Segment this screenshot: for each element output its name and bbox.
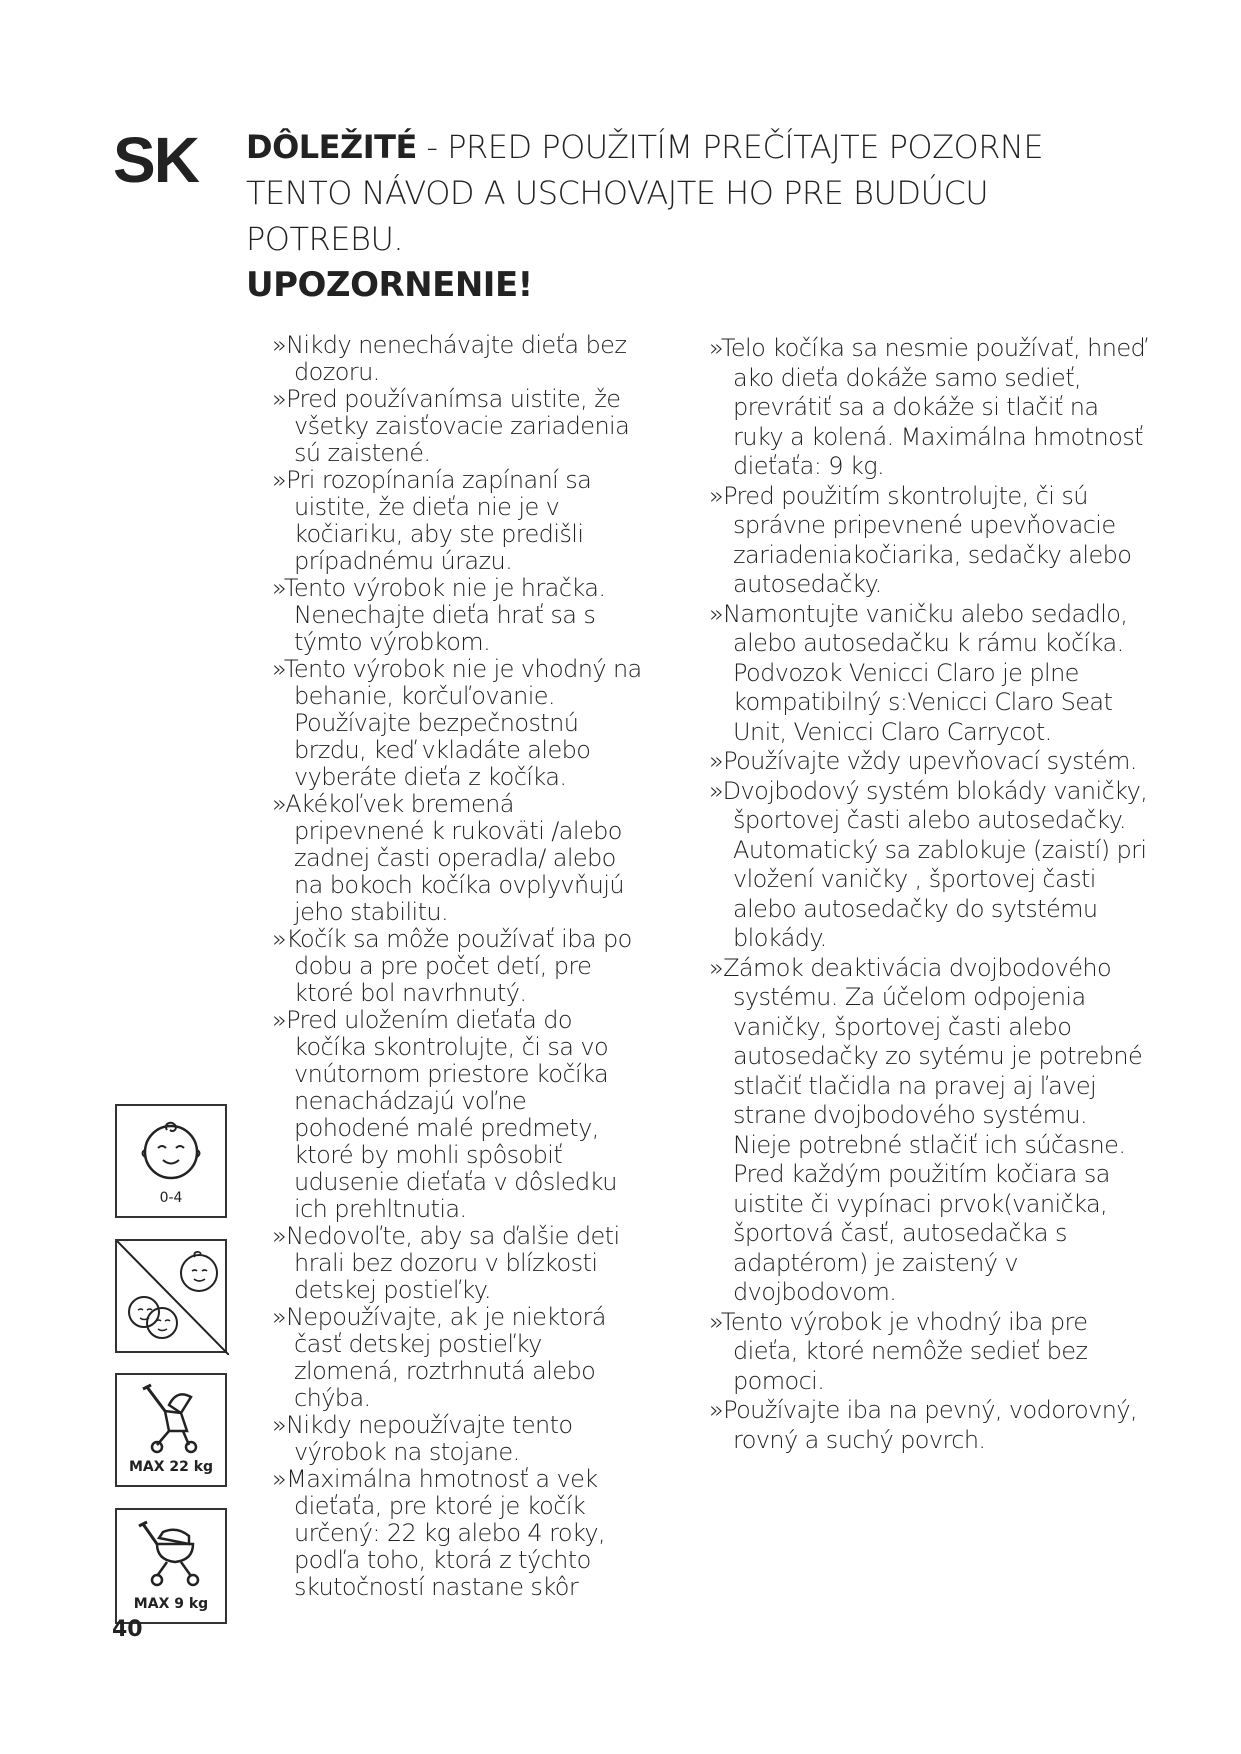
warning-item: »Maximálna hmotnosť a vek dieťaťa, pre ktoré je kočík určený: 22 kg alebo 4 roky, podľa toho, ktorá z týchto skutočností nastane skôr — [272, 1465, 606, 1601]
warning-item: »Pred uložením dieťaťa do kočíka skontrolujte, či sa vo vnútornom priestore kočíka nenachádzajú voľne pohodené malé predmety, ktoré by mohli spôsobiť udusenie dieťaťa v dôsledku ich prehltnutia. — [272, 1006, 617, 1223]
warning-item: »Pri rozopínanía zapínaní sa uistite, že dieťa nie je v kočiariku, aby ste predišli prípadnému úrazu. — [272, 466, 592, 575]
stroller-max-label: MAX 22 kg — [128, 1459, 214, 1475]
warning-item: »Pred použitím skontrolujte, či sú správne pripevnené upevňovacie zariadeniakočiarika, sedačky alebo autosedačky. — [709, 481, 1132, 598]
right-column-warnings — [709, 334, 1149, 1455]
page-heading — [246, 124, 1146, 308]
age-label: 0-4 — [159, 1190, 183, 1206]
warning-item: »Nikdy nenechávajte dieťa bez dozoru. — [272, 331, 627, 386]
heading-instruction: - PRED POUŽITÍM PREČÍTAJTE POZORNE TENTO NÁVOD A USCHOVAJTE HO PRE BUDÚCU POTREBU. — [246, 128, 1044, 258]
page-number: 40 — [112, 1617, 143, 1642]
warning-item: »Tento výrobok nie je hračka. Nenechajte dieťa hrať sa s týmto výrobkom. — [272, 574, 606, 656]
left-column-warnings — [272, 332, 642, 1601]
warning-item: »Nikdy nepoužívajte tento výrobok na stojane. — [272, 1411, 573, 1466]
warning-item: »Dvojbodový systém blokády vaničky, športovej časti alebo autosedačky. Automatický sa zablokuje (zaistí) pri vložení vaničky , športovej časti alebo autosedačky do sytstému blokády. — [709, 776, 1148, 952]
no-two-children-icon — [117, 1241, 229, 1355]
heading-important: DÔLEŽITÉ — [246, 128, 417, 166]
warning-item: »Namontujte vaničku alebo sedadlo, alebo autosedačku k rámu kočíka. Podvozok Venicci Claro je plne kompatibilný s:Venicci Claro Seat Unit, Venicci Claro Carrycot. — [709, 599, 1128, 746]
warning-item: »Akékoľvek bremená pripevnené k rukoväti /alebo zadnej časti operadla/ alebo na bokoch kočíka ovplyvňujú jeho stabilitu. — [272, 790, 624, 926]
pram-icon-box — [115, 1508, 227, 1624]
warning-item: »Nepoužívajte, ak je niektorá časť detskej postieľky zlomená, roztrhnutá alebo chýba. — [272, 1303, 606, 1412]
warning-item: »Telo kočíka sa nesmie používať, hneď ako dieťa dokáže samo sedieť, prevrátiť sa a dokáže si tlačiť na ruky a kolená. Maximálna hmotnosť dieťaťa: 9 kg. — [709, 334, 1146, 480]
warning-item: »Používajte iba na pevný, vodorovný, rovný a suchý povrch. — [709, 1396, 1137, 1454]
warning-item: »Nedovoľte, aby sa ďalšie deti hrali bez dozoru v blízkosti detskej postieľky. — [272, 1222, 620, 1304]
warning-item: »Zámok deaktivácia dvojbodového systému. Za účelom odpojenia vaničky, športovej časti alebo autosedačky zo sytému je potrebné stlačiť tlačidla na pravej aj ľavej strane dvojbodového systému. Nieje potrebné stlačiť ich súčasne. Pred každým použitím kočiara sa uistite či vypínaci prvok(vanička, športová časť, autosedačka s adaptérom) je zaistený v dvojbodovom. — [709, 953, 1143, 1306]
warning-item: »Tento výrobok je vhodný iba pre dieťa, ktoré nemôže sedieť bez pomoci. — [709, 1307, 1088, 1395]
no-twins-icon-box — [115, 1239, 227, 1353]
warning-item: »Pred používanímsa uistite, že všetky zaisťovacie zariadenia sú zaistené. — [272, 385, 630, 467]
warning-item: »Tento výrobok nie je vhodný na behanie, korčuľovanie. Používajte bezpečnostnú brzdu, keď vkladáte alebo vyberáte dieťa z kočíka. — [272, 655, 642, 791]
age-icon-box — [115, 1104, 227, 1218]
language-code: SK — [113, 124, 198, 196]
pram-max-label: MAX 9 kg — [133, 1596, 209, 1612]
warning-item: »Kočík sa môže používať iba po dobu a pre počet detí, pre ktoré bol navrhnutý. — [272, 925, 632, 1007]
stroller-icon-box — [115, 1373, 227, 1487]
heading-warning: UPOZORNENIE! — [246, 265, 533, 305]
warning-item: »Používajte vždy upevňovací systém. — [709, 747, 1137, 775]
